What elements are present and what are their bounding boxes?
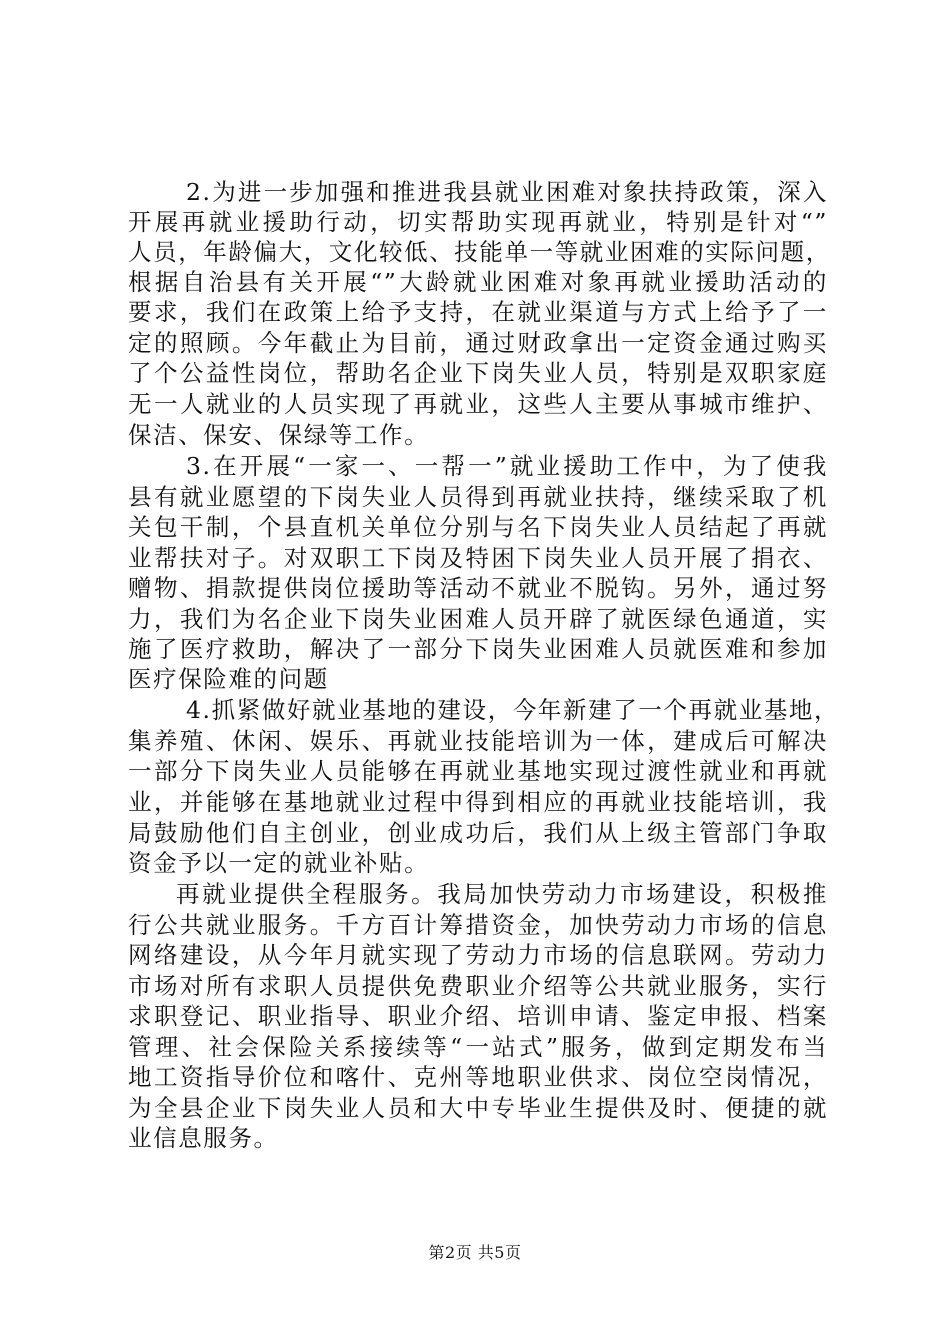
paragraph-line: 3.在开展“一家一、一帮一”就业援助工作中，为了使我 — [186, 452, 828, 480]
paragraph-line: 市场对所有求职人员提供免费职业介绍等公共就业服务，实行 — [128, 972, 828, 1000]
paragraph-line: 管理、社会保险关系接续等“一站式”服务，做到定期发布当 — [128, 1033, 828, 1061]
paragraph-line: 了个公益性岗位，帮助名企业下岗失业人员，特别是双职家庭 — [128, 359, 828, 387]
paragraph-line: 人员，年龄偏大，文化较低、技能单一等就业困难的实际问题， — [128, 238, 831, 266]
paragraph-line: 施了医疗救助，解决了一部分下岗失业困难人员就医难和参加 — [128, 635, 828, 663]
paragraph-line: 保洁、保安、保绿等工作。 — [128, 421, 430, 449]
paragraph-line: 局鼓励他们自主创业，创业成功后，我们从上级主管部门争取 — [128, 819, 828, 847]
paragraph-line: 网络建设，从今年月就实现了劳动力市场的信息联网。劳动力 — [128, 941, 828, 969]
paragraph-line: 赠物、捐款提供岗位援助等活动不就业不脱钩。另外，通过努 — [128, 574, 828, 602]
paragraph-line: 业信息服务。 — [128, 1124, 279, 1152]
paragraph-line: 力，我们为名企业下岗失业困难人员开辟了就医绿色通道，实 — [128, 605, 828, 633]
paragraph-line: 求职登记、职业指导、职业介绍、培训申请、鉴定申报、档案 — [128, 1002, 828, 1030]
paragraph-line: 行公共就业服务。千方百计筹措资金，加快劳动力市场的信息 — [128, 911, 828, 939]
paragraph-line: 资金予以一定的就业补贴。 — [128, 849, 430, 877]
paragraph-line: 医疗保险难的问题 — [128, 665, 329, 693]
paragraph-line: 2.为进一步加强和推进我县就业困难对象扶持政策，深入 — [186, 178, 828, 206]
paragraph-line: 为全县企业下岗失业人员和大中专毕业生提供及时、便捷的就 — [128, 1094, 828, 1122]
paragraph-line: 定的照顾。今年截止为目前，通过财政拿出一定资金通过购买 — [128, 329, 828, 357]
paragraph-line: 集养殖、休闲、娱乐、再就业技能培训为一体，建成后可解决 — [128, 727, 828, 755]
paragraph-line: 地工资指导价位和喀什、克州等地职业供求、岗位空岗情况， — [128, 1063, 828, 1091]
paragraph-line: 再就业提供全程服务。我局加快劳动力市场建设，积极推 — [176, 880, 828, 908]
paragraph-line: 业，并能够在基地就业过程中得到相应的再就业技能培训，我 — [128, 788, 828, 816]
paragraph-line: 4.抓紧做好就业基地的建设，今年新建了一个再就业基地， — [186, 696, 840, 724]
paragraph-line: 无一人就业的人员实现了再就业，这些人主要从事城市维护、 — [128, 390, 828, 418]
paragraph-line: 根据自治县有关开展“”大龄就业困难对象再就业援助活动的 — [128, 268, 828, 296]
paragraph-line: 县有就业愿望的下岗失业人员得到再就业扶持，继续采取了机 — [128, 483, 828, 511]
paragraph-line: 关包干制，个县直机关单位分别与名下岗失业人员结起了再就 — [128, 513, 828, 541]
paragraph-line: 要求，我们在政策上给予支持，在就业渠道与方式上给予了一 — [128, 298, 828, 326]
paragraph-line: 一部分下岗失业人员能够在再就业基地实现过渡性就业和再就 — [128, 757, 828, 785]
paragraph-line: 开展再就业援助行动，切实帮助实现再就业，特别是针对“” — [128, 208, 828, 236]
page-number-footer: 第2页 共5页 — [428, 1243, 522, 1262]
paragraph-line: 业帮扶对子。对双职工下岗及特困下岗失业人员开展了捐衣、 — [128, 544, 828, 572]
